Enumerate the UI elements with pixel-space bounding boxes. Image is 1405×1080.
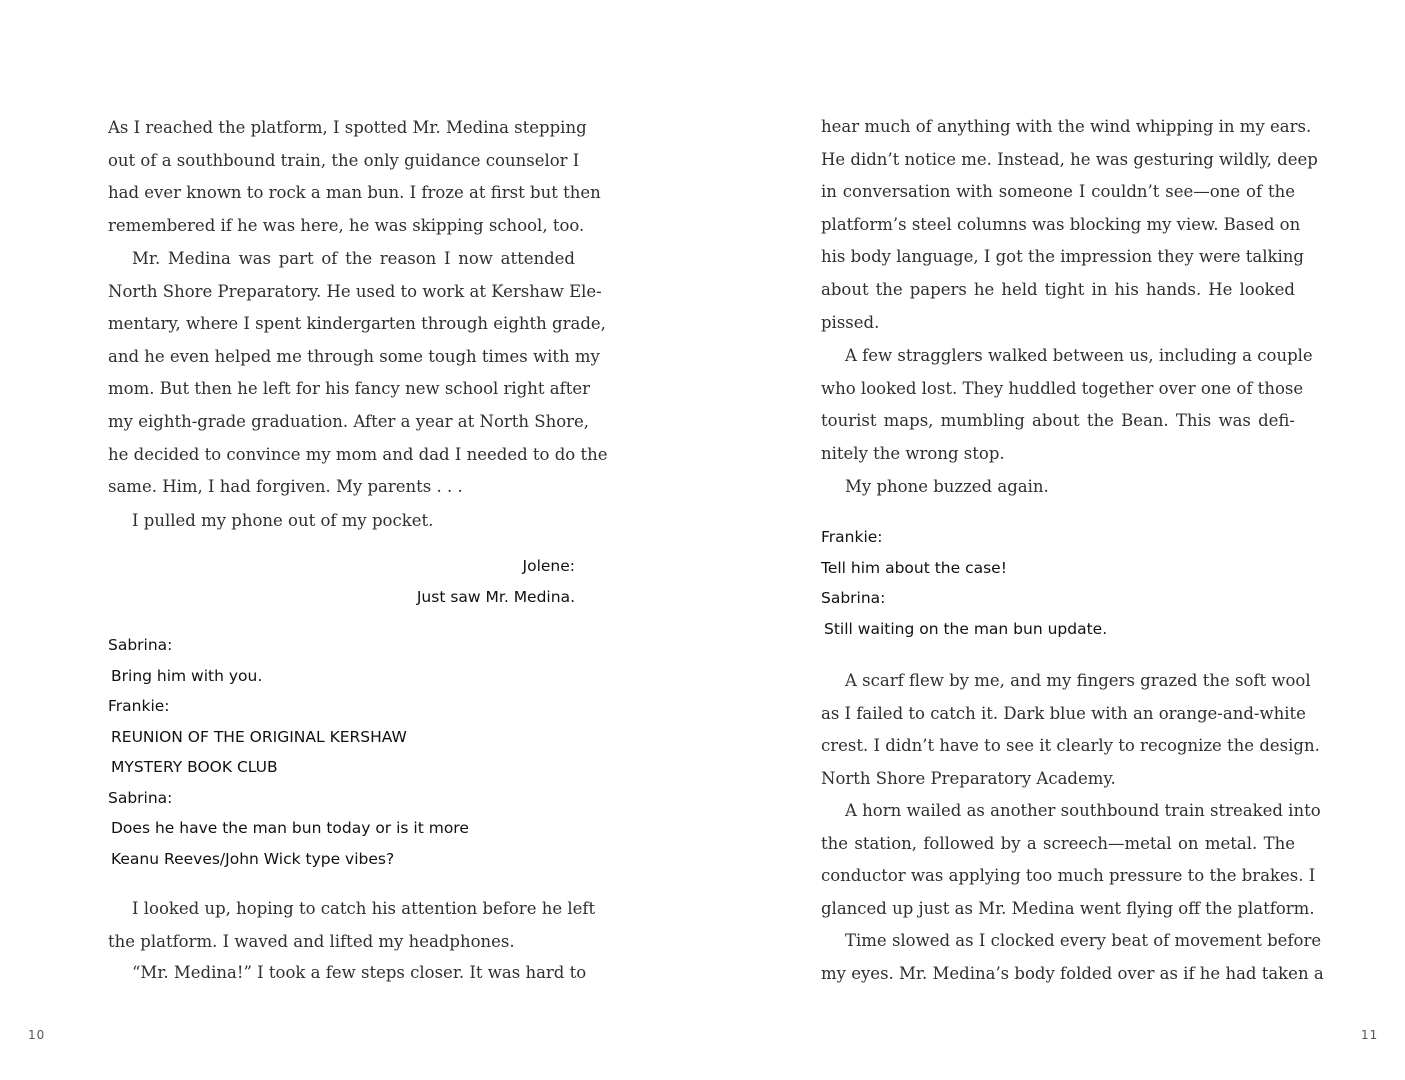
received-message-block (108, 630, 575, 874)
left-paragraph-5 (108, 957, 587, 990)
text-line: nitely the wrong stop. (821, 443, 1005, 463)
text-line: out of a southbound train, the only guidance counselor I (108, 150, 580, 170)
message-text: Does he have the man bun today or is it more (111, 819, 469, 837)
text-line: in conversation with someone I couldn’t see—one of the (821, 182, 1295, 202)
sent-message-block (108, 551, 575, 612)
text-line: crest. I didn’t have to see it clearly to recognize the design. (821, 736, 1320, 756)
message-text: Just saw Mr. Medina. (416, 587, 575, 606)
text-line: had ever known to rock a man bun. I froze at first but then (108, 183, 601, 203)
message-text: MYSTERY BOOK CLUB (111, 758, 278, 776)
text-line: he decided to convince my mom and dad I needed to do the (108, 444, 608, 464)
text-line: As I reached the platform, I spotted Mr. Medina stepping (108, 118, 587, 137)
text-line: as I failed to catch it. Dark blue with an orange-and-white (821, 703, 1306, 723)
page-number: 10 (28, 1028, 46, 1042)
text-line: tourist maps, mumbling about the Bean. This was defi- (821, 411, 1295, 431)
text-line: pissed. (821, 312, 880, 332)
message-sender: Sabrina: (108, 788, 173, 807)
text-line: conductor was applying too much pressure to the brakes. I (821, 866, 1316, 886)
text-line: about the papers he held tight in his hands. He looked (821, 279, 1295, 299)
message-text: Still waiting on the man bun update. (824, 619, 1108, 638)
text-line: the station, followed by a screech—metal on metal. The (821, 833, 1295, 853)
text-line: glanced up just as Mr. Medina went flying off the platform. (821, 898, 1315, 918)
text-line: remembered if he was here, he was skipping school, too. (108, 215, 585, 235)
text-line: A few stragglers walked between us, including a couple (845, 346, 1313, 365)
message-text: Bring him with you. (111, 666, 263, 685)
left-paragraph-1 (108, 112, 601, 242)
right-paragraph-2 (821, 340, 1313, 470)
text-line: and he even helped me through some tough times with my (108, 346, 600, 366)
message-sender: Sabrina: (108, 636, 173, 654)
right-page (703, 0, 1405, 1080)
text-line: who looked lost. They huddled together over one of those (821, 378, 1304, 398)
text-line: mom. But then he left for his fancy new school right after (108, 379, 591, 399)
right-paragraph-6 (821, 925, 1324, 990)
message-sender: Sabrina: (821, 589, 886, 607)
text-line: A scarf flew by me, and my fingers grazed the soft wool (845, 671, 1311, 690)
text-line: my eighth-grade graduation. After a year at North Shore, (108, 411, 590, 431)
text-line: Time slowed as I clocked every beat of movement before (845, 931, 1322, 950)
received-message-block (821, 522, 1295, 644)
text-line: my eyes. Mr. Medina’s body folded over as if he had taken a (821, 963, 1324, 983)
text-line: Mr. Medina was part of the reason I now attended (132, 249, 575, 268)
message-text: Keanu Reeves/John Wick type vibes? (111, 849, 395, 868)
message-sender: Frankie: (821, 528, 883, 546)
right-paragraph-4 (821, 665, 1320, 795)
text-line: his body language, I got the impression they were talking (821, 247, 1304, 267)
right-paragraph-3 (821, 471, 1295, 504)
text-line: “Mr. Medina!” I took a few steps closer. It was hard to (132, 963, 587, 982)
text-line: I pulled my phone out of my pocket. (132, 511, 434, 530)
text-line: He didn’t notice me. Instead, he was gesturing wildly, deep (821, 149, 1318, 169)
text-line: I looked up, hoping to catch his attention before he left (132, 899, 596, 918)
text-line: hear much of anything with the wind whipping in my ears. (821, 117, 1312, 136)
text-line: the platform. I waved and lifted my headphones. (108, 931, 515, 951)
message-text: Tell him about the case! (821, 558, 1007, 577)
page-number: 11 (1361, 1028, 1379, 1042)
text-line: North Shore Preparatory. He used to work at Kershaw Ele- (108, 281, 602, 301)
text-line: same. Him, I had forgiven. My parents . . . (108, 477, 463, 497)
message-sender: Frankie: (108, 697, 170, 715)
left-paragraph-4 (108, 893, 596, 958)
right-paragraph-5 (821, 795, 1321, 925)
left-paragraph-2 (108, 243, 608, 504)
text-line: mentary, where I spent kindergarten through eighth grade, (108, 314, 606, 334)
text-line: North Shore Preparatory Academy. (821, 768, 1116, 788)
message-text: REUNION OF THE ORIGINAL KERSHAW (111, 727, 407, 746)
left-page (0, 0, 702, 1080)
right-paragraph-1 (821, 111, 1318, 339)
text-line: My phone buzzed again. (845, 477, 1049, 496)
message-sender: Jolene: (522, 557, 575, 575)
left-paragraph-3 (108, 505, 575, 538)
text-line: platform’s steel columns was blocking my view. Based on (821, 214, 1301, 234)
text-line: A horn wailed as another southbound train streaked into (845, 801, 1321, 820)
